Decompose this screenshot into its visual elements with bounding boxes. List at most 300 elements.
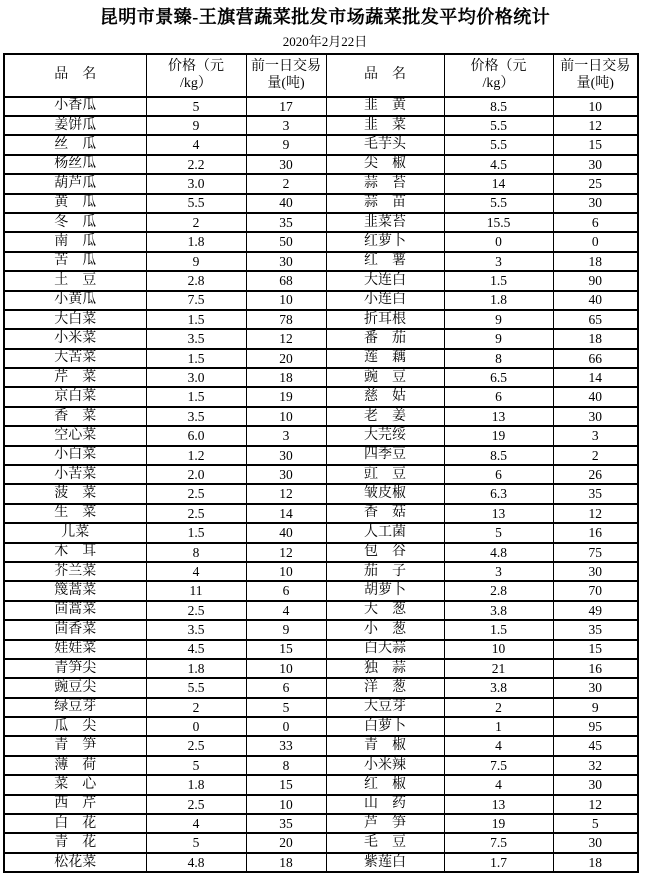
page-title: 昆明市景臻-王旗营蔬菜批发市场蔬菜批发平均价格统计 <box>99 7 551 27</box>
volume-cell-left: 40 <box>246 523 326 542</box>
table-row <box>4 232 638 251</box>
product-name-cell-left: 茴香菜 <box>4 620 146 639</box>
product-name-cell-right: 慈 姑 <box>326 387 444 406</box>
table-row <box>4 659 638 678</box>
product-name-cell-right: 紫莲白 <box>326 853 444 872</box>
table-row <box>4 640 638 659</box>
volume-cell-right: 65 <box>553 310 638 329</box>
product-name-cell-right: 韭 菜 <box>326 116 444 135</box>
price-cell-right: 2.8 <box>444 581 553 600</box>
product-name-cell-right: 小米辣 <box>326 756 444 775</box>
volume-cell-left: 12 <box>246 543 326 562</box>
volume-cell-left: 3 <box>246 116 326 135</box>
price-cell-right: 3 <box>444 252 553 271</box>
product-name-cell-left: 青 笋 <box>4 736 146 755</box>
volume-cell-left: 18 <box>246 368 326 387</box>
product-name-cell-right: 香 菇 <box>326 504 444 523</box>
price-cell-left: 4.8 <box>146 853 246 872</box>
price-cell-left: 3.0 <box>146 174 246 193</box>
price-cell-left: 1.5 <box>146 310 246 329</box>
price-cell-right: 6 <box>444 387 553 406</box>
volume-cell-right: 30 <box>553 194 638 213</box>
volume-cell-left: 19 <box>246 387 326 406</box>
product-name-cell-right: 包 谷 <box>326 543 444 562</box>
table-row <box>4 174 638 193</box>
price-cell-left: 4 <box>146 814 246 833</box>
header-volume-label-line2: 量(吨) <box>267 76 305 92</box>
table-row <box>4 387 638 406</box>
volume-cell-right: 66 <box>553 349 638 368</box>
volume-cell-right: 30 <box>553 155 638 174</box>
table-row <box>4 853 638 872</box>
product-name-cell-right: 茄 子 <box>326 562 444 581</box>
table-row <box>4 620 638 639</box>
price-cell-left: 6.0 <box>146 426 246 445</box>
product-name-cell-left: 芹 菜 <box>4 368 146 387</box>
price-cell-left: 4.5 <box>146 640 246 659</box>
product-name-cell-right: 小连白 <box>326 291 444 310</box>
price-cell-right: 21 <box>444 659 553 678</box>
price-cell-right: 5.5 <box>444 135 553 154</box>
volume-cell-left: 8 <box>246 756 326 775</box>
price-cell-right: 4.8 <box>444 543 553 562</box>
volume-cell-right: 70 <box>553 581 638 600</box>
price-cell-right: 5.5 <box>444 194 553 213</box>
volume-cell-left: 20 <box>246 349 326 368</box>
product-name-cell-right: 豇 豆 <box>326 465 444 484</box>
price-cell-left: 3.5 <box>146 620 246 639</box>
volume-cell-right: 40 <box>553 291 638 310</box>
table-row <box>4 155 638 174</box>
volume-cell-right: 30 <box>553 407 638 426</box>
table-row <box>4 698 638 717</box>
volume-cell-left: 12 <box>246 329 326 348</box>
volume-cell-left: 0 <box>246 717 326 736</box>
table-row <box>4 833 638 852</box>
price-cell-right: 4.5 <box>444 155 553 174</box>
product-name-cell-left: 菜 心 <box>4 775 146 794</box>
volume-cell-right: 40 <box>553 387 638 406</box>
header-price-label-line2: /kg） <box>180 76 212 92</box>
table-row <box>4 523 638 542</box>
price-cell-left: 9 <box>146 252 246 271</box>
price-cell-right: 7.5 <box>444 756 553 775</box>
volume-cell-right: 30 <box>553 833 638 852</box>
product-name-cell-right: 胡萝卜 <box>326 581 444 600</box>
volume-cell-left: 30 <box>246 465 326 484</box>
price-cell-left: 2.5 <box>146 601 246 620</box>
table-row <box>4 194 638 213</box>
header-price-label-line2: /kg） <box>482 76 515 92</box>
product-name-cell-right: 独 蒜 <box>326 659 444 678</box>
price-cell-right: 15.5 <box>444 213 553 232</box>
product-name-cell-left: 娃娃菜 <box>4 640 146 659</box>
table-row <box>4 213 638 232</box>
volume-cell-left: 5 <box>246 698 326 717</box>
price-cell-left: 2.5 <box>146 484 246 503</box>
product-name-cell-left: 小黄瓜 <box>4 291 146 310</box>
product-name-cell-left: 瓜 尖 <box>4 717 146 736</box>
volume-cell-right: 9 <box>553 698 638 717</box>
price-cell-left: 2.5 <box>146 795 246 814</box>
price-cell-right: 3 <box>444 562 553 581</box>
product-name-cell-left: 大白菜 <box>4 310 146 329</box>
product-name-cell-right: 白萝卜 <box>326 717 444 736</box>
volume-cell-left: 17 <box>246 97 326 116</box>
price-cell-right: 19 <box>444 426 553 445</box>
volume-cell-left: 14 <box>246 504 326 523</box>
product-name-cell-right: 毛芋头 <box>326 135 444 154</box>
product-name-cell-right: 大 葱 <box>326 601 444 620</box>
product-name-cell-right: 韭菜苔 <box>326 213 444 232</box>
table-row <box>4 407 638 426</box>
product-name-cell-right: 皱皮椒 <box>326 484 444 503</box>
price-cell-right: 10 <box>444 640 553 659</box>
header-volume-left <box>246 54 326 97</box>
price-cell-left: 2.2 <box>146 155 246 174</box>
volume-cell-left: 3 <box>246 426 326 445</box>
header-volume-label-line1: 前一日交易 <box>560 58 631 74</box>
volume-cell-right: 26 <box>553 465 638 484</box>
product-name-cell-left: 小白菜 <box>4 446 146 465</box>
volume-cell-right: 32 <box>553 756 638 775</box>
header-volume-label-line2: 量(吨) <box>576 76 614 92</box>
product-name-cell-left: 生 菜 <box>4 504 146 523</box>
volume-cell-left: 18 <box>246 853 326 872</box>
volume-cell-left: 30 <box>246 446 326 465</box>
header-name-label: 品 名 <box>54 67 97 83</box>
header-price-label-line1: 价格（元 <box>470 58 527 74</box>
volume-cell-left: 30 <box>246 155 326 174</box>
product-name-cell-right: 豌 豆 <box>326 368 444 387</box>
volume-cell-left: 15 <box>246 775 326 794</box>
volume-cell-left: 6 <box>246 581 326 600</box>
header-name-right <box>326 54 444 97</box>
price-cell-right: 3.8 <box>444 601 553 620</box>
table-row <box>4 446 638 465</box>
volume-cell-left: 12 <box>246 484 326 503</box>
product-name-cell-left: 松花菜 <box>4 853 146 872</box>
price-cell-right: 5 <box>444 523 553 542</box>
product-name-cell-left: 绿豆芽 <box>4 698 146 717</box>
volume-cell-right: 95 <box>553 717 638 736</box>
product-name-cell-left: 京白菜 <box>4 387 146 406</box>
table-row <box>4 562 638 581</box>
price-cell-right: 8 <box>444 349 553 368</box>
volume-cell-right: 10 <box>553 97 638 116</box>
header-price-left <box>146 54 246 97</box>
volume-cell-left: 10 <box>246 291 326 310</box>
price-cell-right: 2 <box>444 698 553 717</box>
table-row <box>4 543 638 562</box>
volume-cell-right: 2 <box>553 446 638 465</box>
product-name-cell-right: 人工菌 <box>326 523 444 542</box>
price-cell-right: 1.5 <box>444 620 553 639</box>
price-cell-right: 8.5 <box>444 97 553 116</box>
price-cell-left: 8 <box>146 543 246 562</box>
table-row <box>4 678 638 697</box>
volume-cell-right: 15 <box>553 640 638 659</box>
price-cell-left: 5.5 <box>146 678 246 697</box>
price-cell-right: 9 <box>444 329 553 348</box>
volume-cell-right: 12 <box>553 116 638 135</box>
table-row <box>4 116 638 135</box>
table-row <box>4 581 638 600</box>
report-date: 2020年2月22日 <box>282 33 368 49</box>
product-name-cell-left: 小米菜 <box>4 329 146 348</box>
price-cell-left: 1.5 <box>146 523 246 542</box>
table-row <box>4 368 638 387</box>
header-volume-label-line1: 前一日交易 <box>251 58 321 74</box>
header-price-label-line1: 价格（元 <box>168 58 224 74</box>
volume-cell-left: 78 <box>246 310 326 329</box>
price-cell-left: 2.5 <box>146 736 246 755</box>
product-name-cell-right: 白大蒜 <box>326 640 444 659</box>
product-name-cell-right: 大芫绥 <box>326 426 444 445</box>
price-cell-right: 6.3 <box>444 484 553 503</box>
header-price-right <box>444 54 553 97</box>
volume-cell-left: 40 <box>246 194 326 213</box>
volume-cell-left: 9 <box>246 620 326 639</box>
price-cell-right: 13 <box>444 407 553 426</box>
product-name-cell-left: 白 花 <box>4 814 146 833</box>
price-cell-left: 1.8 <box>146 775 246 794</box>
price-cell-left: 2 <box>146 698 246 717</box>
product-name-cell-left: 青 花 <box>4 833 146 852</box>
volume-cell-right: 16 <box>553 523 638 542</box>
price-cell-right: 14 <box>444 174 553 193</box>
price-cell-left: 5 <box>146 97 246 116</box>
product-name-cell-left: 丝 瓜 <box>4 135 146 154</box>
volume-cell-right: 30 <box>553 678 638 697</box>
table-row <box>4 601 638 620</box>
price-cell-right: 4 <box>444 775 553 794</box>
volume-cell-right: 14 <box>553 368 638 387</box>
header-name-label: 品 名 <box>364 67 406 83</box>
volume-cell-left: 50 <box>246 232 326 251</box>
volume-cell-right: 12 <box>553 795 638 814</box>
product-name-cell-right: 尖 椒 <box>326 155 444 174</box>
price-cell-right: 7.5 <box>444 833 553 852</box>
product-name-cell-right: 毛 豆 <box>326 833 444 852</box>
volume-cell-left: 2 <box>246 174 326 193</box>
volume-cell-right: 6 <box>553 213 638 232</box>
product-name-cell-right: 莲 藕 <box>326 349 444 368</box>
table-row <box>4 252 638 271</box>
product-name-cell-right: 洋 葱 <box>326 678 444 697</box>
price-cell-left: 7.5 <box>146 291 246 310</box>
volume-cell-right: 18 <box>553 329 638 348</box>
volume-cell-right: 15 <box>553 135 638 154</box>
volume-cell-left: 4 <box>246 601 326 620</box>
product-name-cell-left: 葫芦瓜 <box>4 174 146 193</box>
table-row <box>4 484 638 503</box>
table-body <box>4 97 638 873</box>
price-cell-left: 2 <box>146 213 246 232</box>
volume-cell-right: 35 <box>553 620 638 639</box>
table-row <box>4 504 638 523</box>
price-cell-left: 2.5 <box>146 504 246 523</box>
product-name-cell-left: 茴蒿菜 <box>4 601 146 620</box>
price-cell-left: 1.8 <box>146 659 246 678</box>
product-name-cell-left: 土 豆 <box>4 271 146 290</box>
table-row <box>4 736 638 755</box>
volume-cell-right: 3 <box>553 426 638 445</box>
price-cell-left: 5 <box>146 833 246 852</box>
volume-cell-left: 10 <box>246 562 326 581</box>
price-cell-right: 1 <box>444 717 553 736</box>
table-row <box>4 756 638 775</box>
table-row <box>4 310 638 329</box>
product-name-cell-left: 空心菜 <box>4 426 146 445</box>
product-name-cell-left: 小香瓜 <box>4 97 146 116</box>
volume-cell-right: 12 <box>553 504 638 523</box>
price-cell-left: 2.8 <box>146 271 246 290</box>
price-cell-left: 3.0 <box>146 368 246 387</box>
volume-cell-right: 25 <box>553 174 638 193</box>
volume-cell-right: 18 <box>553 853 638 872</box>
price-cell-right: 19 <box>444 814 553 833</box>
volume-cell-right: 0 <box>553 232 638 251</box>
price-cell-right: 1.8 <box>444 291 553 310</box>
price-cell-left: 1.5 <box>146 349 246 368</box>
volume-cell-right: 30 <box>553 775 638 794</box>
price-table <box>3 53 639 873</box>
price-cell-right: 1.5 <box>444 271 553 290</box>
price-cell-left: 11 <box>146 581 246 600</box>
volume-cell-left: 35 <box>246 213 326 232</box>
header-name-left <box>4 54 146 97</box>
price-cell-right: 13 <box>444 504 553 523</box>
price-cell-right: 6 <box>444 465 553 484</box>
price-cell-left: 1.2 <box>146 446 246 465</box>
product-name-cell-left: 篾蒿菜 <box>4 581 146 600</box>
product-name-cell-right: 韭 黄 <box>326 97 444 116</box>
volume-cell-left: 15 <box>246 640 326 659</box>
volume-cell-right: 16 <box>553 659 638 678</box>
price-cell-right: 0 <box>444 232 553 251</box>
product-name-cell-right: 红萝卜 <box>326 232 444 251</box>
price-cell-right: 4 <box>444 736 553 755</box>
price-cell-left: 3.5 <box>146 407 246 426</box>
header-volume-right <box>553 54 638 97</box>
product-name-cell-right: 大连白 <box>326 271 444 290</box>
volume-cell-left: 30 <box>246 252 326 271</box>
volume-cell-left: 10 <box>246 795 326 814</box>
product-name-cell-right: 蒜 苔 <box>326 174 444 193</box>
price-cell-left: 2.0 <box>146 465 246 484</box>
product-name-cell-right: 山 药 <box>326 795 444 814</box>
product-name-cell-right: 红 薯 <box>326 252 444 271</box>
price-cell-right: 3.8 <box>444 678 553 697</box>
table-row <box>4 814 638 833</box>
volume-cell-left: 20 <box>246 833 326 852</box>
price-cell-left: 9 <box>146 116 246 135</box>
product-name-cell-left: 苦 瓜 <box>4 252 146 271</box>
product-name-cell-right: 大豆芽 <box>326 698 444 717</box>
product-name-cell-right: 折耳根 <box>326 310 444 329</box>
volume-cell-left: 6 <box>246 678 326 697</box>
product-name-cell-left: 芥兰菜 <box>4 562 146 581</box>
volume-cell-left: 9 <box>246 135 326 154</box>
volume-cell-right: 18 <box>553 252 638 271</box>
table-row <box>4 291 638 310</box>
product-name-cell-left: 大苦菜 <box>4 349 146 368</box>
price-cell-left: 1.8 <box>146 232 246 251</box>
price-cell-left: 5.5 <box>146 194 246 213</box>
table-row <box>4 271 638 290</box>
price-cell-right: 6.5 <box>444 368 553 387</box>
volume-cell-left: 33 <box>246 736 326 755</box>
table-row <box>4 795 638 814</box>
price-cell-right: 9 <box>444 310 553 329</box>
product-name-cell-left: 豌豆尖 <box>4 678 146 697</box>
product-name-cell-left: 南 瓜 <box>4 232 146 251</box>
product-name-cell-right: 芦 笋 <box>326 814 444 833</box>
price-cell-right: 8.5 <box>444 446 553 465</box>
price-cell-left: 1.5 <box>146 387 246 406</box>
price-cell-left: 3.5 <box>146 329 246 348</box>
product-name-cell-left: 香 菜 <box>4 407 146 426</box>
table-row <box>4 349 638 368</box>
table-header-row <box>4 54 638 97</box>
volume-cell-right: 49 <box>553 601 638 620</box>
product-name-cell-left: 黄 瓜 <box>4 194 146 213</box>
volume-cell-right: 45 <box>553 736 638 755</box>
volume-cell-left: 68 <box>246 271 326 290</box>
product-name-cell-right: 青 椒 <box>326 736 444 755</box>
product-name-cell-right: 红 椒 <box>326 775 444 794</box>
price-cell-left: 5 <box>146 756 246 775</box>
price-cell-right: 13 <box>444 795 553 814</box>
volume-cell-right: 90 <box>553 271 638 290</box>
table-row <box>4 329 638 348</box>
table-row <box>4 97 638 116</box>
price-cell-left: 0 <box>146 717 246 736</box>
table-row <box>4 426 638 445</box>
table-row <box>4 465 638 484</box>
volume-cell-right: 35 <box>553 484 638 503</box>
volume-cell-right: 5 <box>553 814 638 833</box>
product-name-cell-right: 番 茄 <box>326 329 444 348</box>
product-name-cell-left: 姜饼瓜 <box>4 116 146 135</box>
product-name-cell-left: 儿菜 <box>4 523 146 542</box>
price-cell-right: 5.5 <box>444 116 553 135</box>
product-name-cell-left: 青笋尖 <box>4 659 146 678</box>
price-cell-right: 1.7 <box>444 853 553 872</box>
table-row <box>4 717 638 736</box>
table-header <box>4 54 638 97</box>
product-name-cell-left: 杨丝瓜 <box>4 155 146 174</box>
price-cell-left: 4 <box>146 562 246 581</box>
product-name-cell-left: 菠 菜 <box>4 484 146 503</box>
volume-cell-left: 10 <box>246 407 326 426</box>
volume-cell-left: 35 <box>246 814 326 833</box>
product-name-cell-left: 冬 瓜 <box>4 213 146 232</box>
table-row <box>4 135 638 154</box>
table-row <box>4 775 638 794</box>
product-name-cell-left: 薄 荷 <box>4 756 146 775</box>
volume-cell-right: 30 <box>553 562 638 581</box>
price-cell-left: 4 <box>146 135 246 154</box>
volume-cell-right: 75 <box>553 543 638 562</box>
product-name-cell-right: 老 姜 <box>326 407 444 426</box>
product-name-cell-right: 四季豆 <box>326 446 444 465</box>
product-name-cell-left: 西 芹 <box>4 795 146 814</box>
product-name-cell-left: 木 耳 <box>4 543 146 562</box>
product-name-cell-left: 小苦菜 <box>4 465 146 484</box>
volume-cell-left: 10 <box>246 659 326 678</box>
